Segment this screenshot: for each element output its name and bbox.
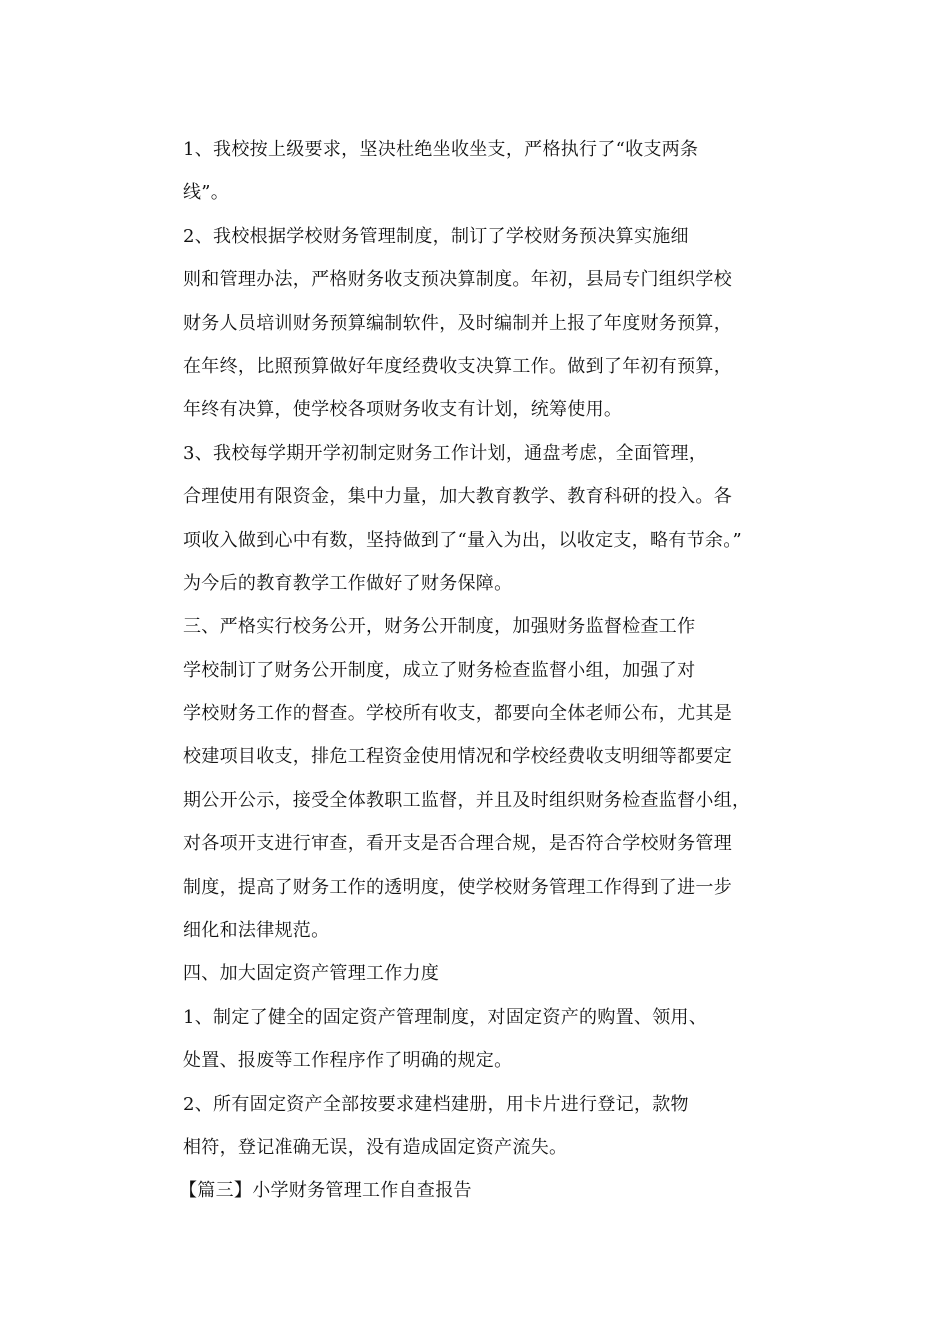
text-line: 学校财务工作的督查。学校所有收支，都要向全体老师公布，尤其是	[183, 703, 732, 725]
document-body	[179, 133, 803, 1218]
text-line: 项收入做到心中有数，坚持做到了“量入为出，以收定支，略有节余。”	[183, 529, 743, 551]
text-line: 在年终，比照预算做好年度经费收支决算工作。做到了年初有预算，	[183, 355, 732, 377]
text-line: 年终有决算，使学校各项财务收支有计划，统筹使用。	[183, 399, 623, 421]
text-line: 细化和法律规范。	[183, 920, 330, 942]
text-line: 制度，提高了财务工作的透明度，使学校财务管理工作得到了进一步	[183, 876, 732, 898]
text-line: 相符，登记准确无误，没有造成固定资产流失。	[183, 1136, 568, 1158]
text-line: 学校制订了财务公开制度，成立了财务检查监督小组，加强了对	[183, 659, 696, 681]
text-line: 为今后的教育教学工作做好了财务保障。	[183, 572, 513, 594]
text-line: 对各项开支进行审查，看开支是否合理合规，是否符合学校财务管理	[183, 833, 732, 855]
text-line: 合理使用有限资金，集中力量，加大教育教学、教育科研的投入。各	[183, 486, 732, 508]
text-line: 处置、报废等工作程序作了明确的规定。	[183, 1050, 513, 1072]
text-line: 则和管理办法，严格财务收支预决算制度。年初，县局专门组织学校	[183, 269, 732, 291]
chapter-heading: 【篇三】小学财务管理工作自查报告	[179, 1180, 472, 1202]
section-heading: 四、加大固定资产管理工作力度	[183, 963, 440, 985]
text-line: 2、我校根据学校财务管理制度，制订了学校财务预决算实施细	[183, 225, 689, 247]
text-line: 1、制定了健全的固定资产管理制度，对固定资产的购置、领用、	[183, 1006, 708, 1028]
text-line: 3、我校每学期开学初制定财务工作计划，通盘考虑，全面管理，	[183, 442, 708, 464]
text-line: 2、所有固定资产全部按要求建档建册，用卡片进行登记，款物	[183, 1093, 689, 1115]
text-line: 1、我校按上级要求，坚决杜绝坐收坐支，严格执行了“收支两条	[183, 139, 699, 160]
text-line: 期公开公示，接受全体教职工监督，并且及时组织财务检查监督小组，	[183, 789, 751, 811]
text-line: 线”。	[183, 182, 230, 204]
section-heading: 三、严格实行校务公开，财务公开制度，加强财务监督检查工作	[183, 616, 696, 638]
text-line: 校建项目收支，排危工程资金使用情况和学校经费收支明细等都要定	[183, 746, 732, 768]
text-line: 财务人员培训财务预算编制软件，及时编制并上报了年度财务预算，	[183, 312, 732, 334]
